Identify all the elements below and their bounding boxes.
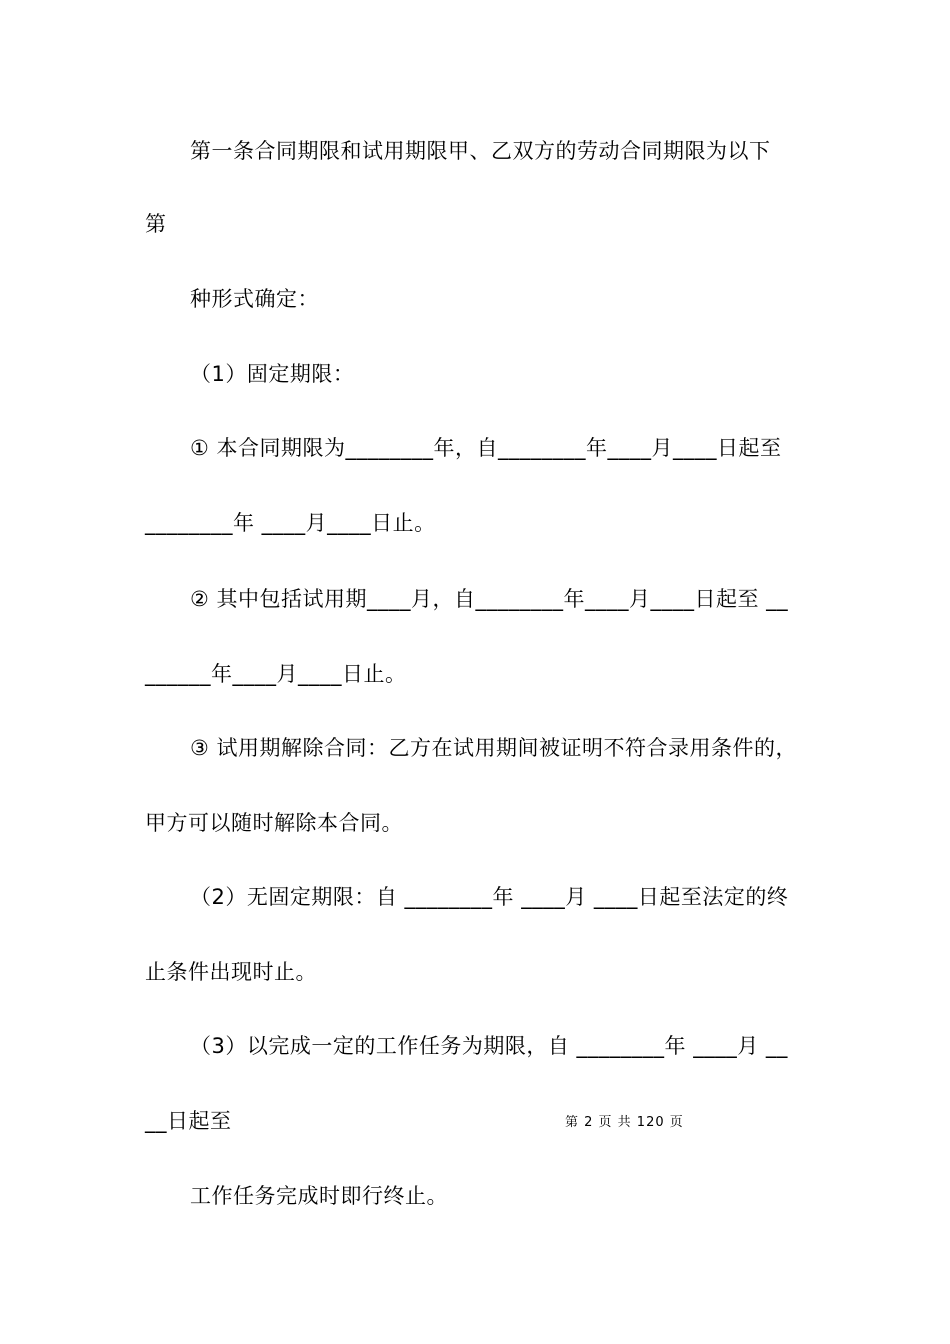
text-line-15: 工作任务完成时即行终止。 [190, 1184, 448, 1208]
text-line-3: 种形式确定： [190, 287, 319, 311]
text-line-13: （3）以完成一定的工作任务为期限，自 ________年 ____月 __ [190, 1034, 788, 1058]
text-line-1: 第一条合同期限和试用期限甲、乙双方的劳动合同期限为以下 [190, 139, 771, 163]
text-line-12: 止条件出现时止。 [145, 960, 317, 984]
text-line-14: __日起至 [145, 1109, 232, 1133]
text-line-11: （2）无固定期限：自 ________年 ____月 ____日起至法定的终 [190, 885, 789, 909]
text-line-7: ② 其中包括试用期____月，自________年____月____日起至 __ [190, 587, 789, 611]
text-line-6: ________年 ____月____日止。 [145, 511, 436, 535]
text-line-2: 第 [145, 212, 167, 236]
text-line-4: （1）固定期限： [190, 362, 355, 386]
text-line-10: 甲方可以随时解除本合同。 [145, 811, 403, 835]
text-line-9: ③ 试用期解除合同：乙方在试用期间被证明不符合录用条件的， [190, 736, 797, 760]
text-line-8: ______年____月____日止。 [145, 662, 407, 686]
text-line-5: ① 本合同期限为________年，自________年____月____日起至 [190, 436, 782, 460]
page-footer: 第 2 页 共 120 页 [565, 1115, 684, 1130]
